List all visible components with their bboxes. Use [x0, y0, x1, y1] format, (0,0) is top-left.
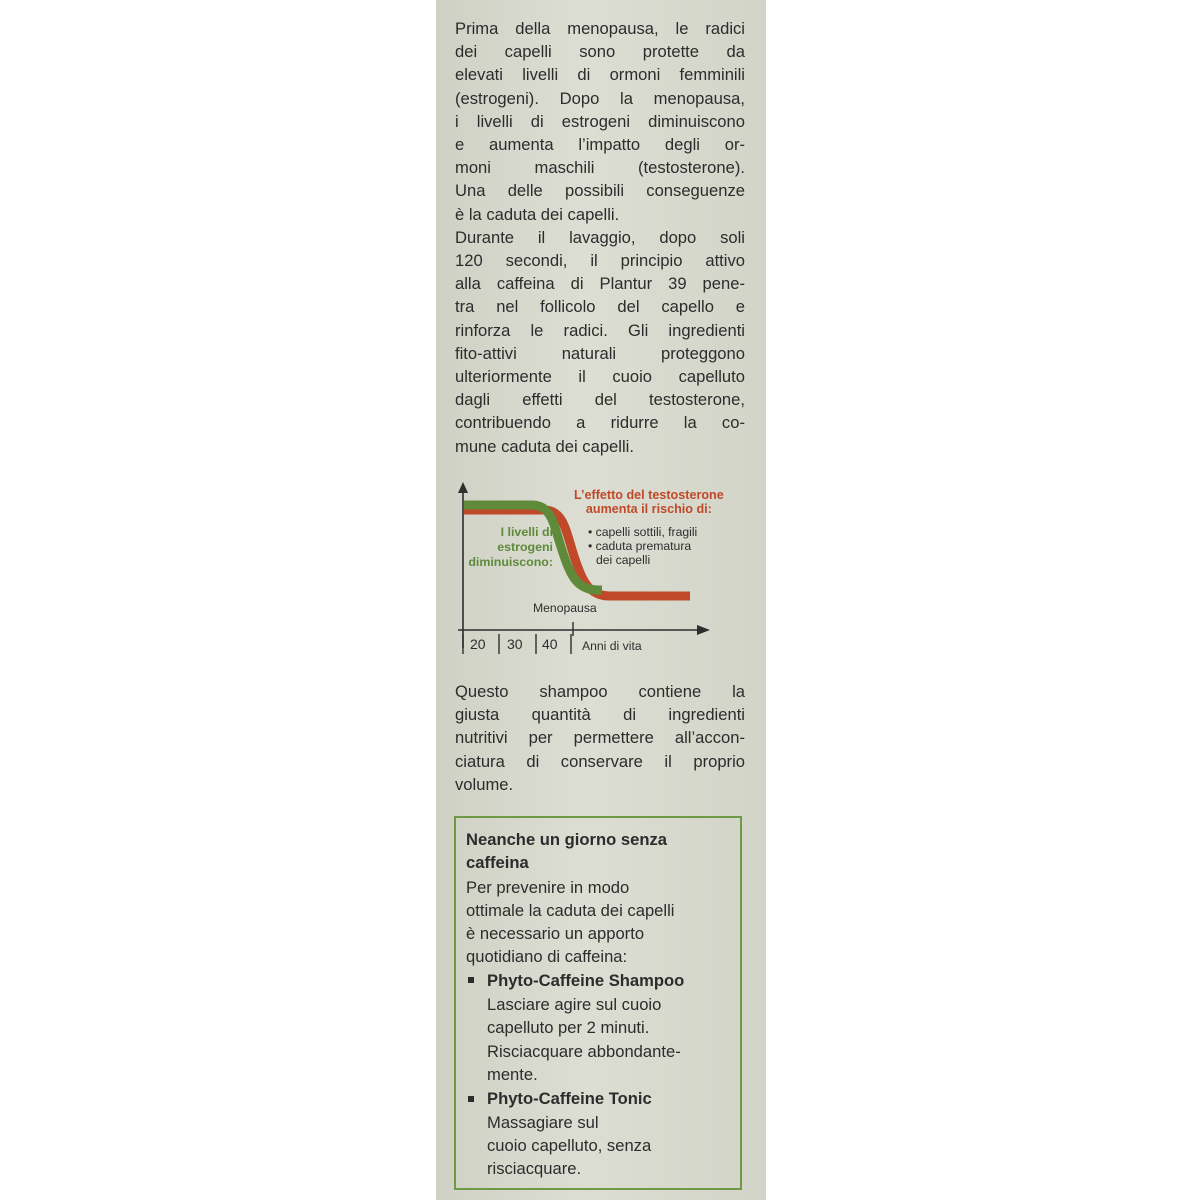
- risk-list: • capelli sottili, fragili • caduta prematura dei capelli: [588, 525, 698, 567]
- text-line: rinforza le radici. Gli ingredienti: [455, 320, 745, 340]
- text-line: volume.: [455, 774, 514, 794]
- menopause-label: Menopausa: [533, 601, 597, 615]
- box-intro-line-3: è necessario un apporto: [466, 924, 645, 943]
- text-line: i livelli di estrogeni diminuiscono: [455, 111, 745, 131]
- shampoo-instruction-2: capelluto per 2 minuti.: [487, 1018, 650, 1037]
- box-title-line-1: Neanche un giorno senza: [466, 830, 668, 849]
- text-line: giusta quantità di ingredienti: [455, 705, 745, 725]
- text-line: Questo shampoo contiene la: [455, 682, 745, 701]
- tonic-instruction-1: Massagiare sul: [487, 1113, 599, 1132]
- text-line: Durante il lavaggio, dopo soli: [455, 227, 745, 247]
- text-line: moni maschili (testosterone).: [455, 158, 745, 178]
- text-line: mune caduta dei capelli.: [455, 436, 634, 456]
- shampoo-instruction-4: mente.: [487, 1065, 538, 1084]
- x-axis-arrow: [697, 625, 710, 635]
- shampoo-instruction-1: Lasciare agire sul cuoio: [487, 995, 662, 1014]
- box-title-line-2: caffeina: [466, 853, 529, 872]
- text-line: 120 secondi, il principio attivo: [455, 251, 745, 271]
- text-line: Una delle possibili conseguenze: [455, 181, 745, 201]
- shampoo-instruction-3: Risciacquare abbondante-: [487, 1042, 681, 1061]
- y-axis-arrow: [458, 482, 468, 493]
- text-line: alla caffeina di Plantur 39 pene-: [455, 274, 745, 294]
- text-line: è la caduta dei capelli.: [455, 204, 620, 224]
- box-intro-line-2: ottimale la caduta dei capelli: [466, 901, 675, 920]
- text-line: dei capelli sono protette da: [455, 42, 745, 62]
- bullet-square-icon: [468, 977, 474, 983]
- tonic-instruction-2: cuoio capelluto, senza: [487, 1136, 652, 1155]
- product-tonic-name: Phyto-Caffeine Tonic: [487, 1089, 652, 1108]
- text-line: Prima della menopausa, le radici: [455, 19, 745, 38]
- x-tick-label-30: 30: [507, 636, 523, 652]
- text-line: elevati livelli di ormoni femminili: [455, 65, 745, 85]
- testosterone-title: L’effetto del testosterone aumenta il rischio di:: [574, 488, 724, 516]
- shampoo-paragraph: [455, 680, 745, 796]
- text-line: e aumenta l’impatto degli or-: [455, 135, 745, 155]
- box-intro-line-1: Per prevenire in modo: [466, 878, 630, 897]
- estrogen-label: I livelli di estrogeni diminuiscono:: [468, 525, 553, 569]
- text-line: ciatura di conservare il proprio: [455, 751, 745, 771]
- x-tick-label-20: 20: [470, 636, 486, 652]
- box-intro-line-4: quotidiano di caffeina:: [466, 947, 628, 966]
- bullet-square-icon: [468, 1096, 474, 1102]
- text-line: (estrogeni). Dopo la menopausa,: [455, 88, 745, 108]
- text-line: contribuendo a ridurre la co-: [455, 413, 745, 433]
- product-shampoo-name: Phyto-Caffeine Shampoo: [487, 971, 685, 990]
- x-tick-label-40: 40: [542, 636, 558, 652]
- hormone-chart: [452, 478, 752, 658]
- text-line: nutritivi per permettere all’accon-: [455, 728, 745, 748]
- x-axis-label: Anni di vita: [582, 639, 642, 653]
- text-line: ulteriormente il cuoio capelluto: [455, 367, 745, 387]
- text-line: fito-attivi naturali proteggono: [455, 343, 745, 363]
- text-line: dagli effetti del testosterone,: [455, 390, 745, 410]
- tonic-instruction-3: risciacquare.: [487, 1159, 582, 1178]
- intro-paragraph: [455, 17, 745, 458]
- text-line: tra nel follicolo del capello e: [455, 297, 745, 317]
